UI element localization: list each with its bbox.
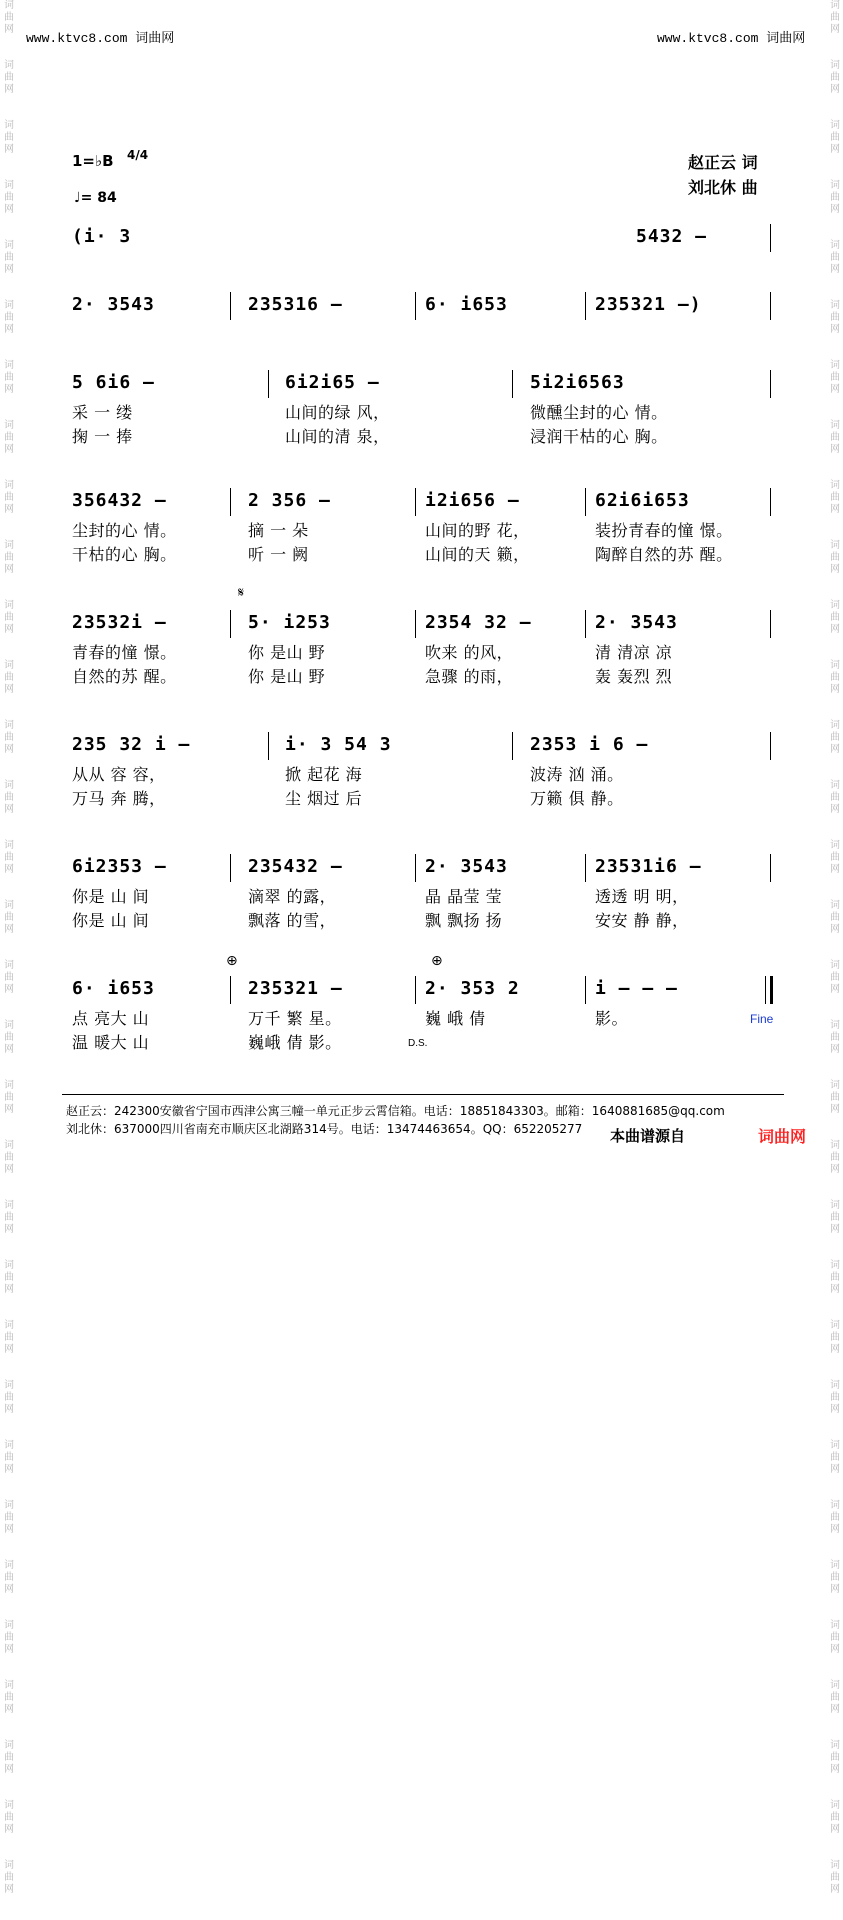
barline (230, 610, 231, 638)
measure-notes: 2· 3543 (425, 856, 508, 877)
measure-notes: 23532i – (72, 612, 167, 633)
lyric-line-1: 点 亮大 山 (72, 1009, 150, 1028)
lyric-line-1: 万千 繁 星。 (248, 1009, 342, 1028)
lyric-line-2: 轰 轰烈 烈 (595, 667, 673, 686)
barline (770, 292, 771, 320)
barline (268, 732, 269, 760)
barline (770, 488, 771, 516)
site-url-right[interactable]: www.ktvc8.com 词曲网 (657, 31, 806, 46)
composer-credit: 刘北休 曲 (688, 178, 758, 197)
footer-contact-composer: 刘北休：637000四川省南充市顺庆区北湖路314号。电话：13474463654。QQ：652205277 (66, 1122, 583, 1136)
lyric-line-2: 万马 奔 腾， (72, 789, 166, 808)
measure-notes: 2354 32 – (425, 612, 532, 633)
measure-notes: 6· i653 (72, 978, 155, 999)
lyric-line-1: 尘封的心 情。 (72, 521, 177, 540)
lyric-line-2: 陶醉自然的苏 醒。 (595, 545, 733, 564)
measure-notes: 356432 – (72, 490, 167, 511)
barline (585, 854, 586, 882)
barline (230, 292, 231, 320)
measure-notes: 235 32 i – (72, 734, 191, 755)
lyric-line-2: 飘 飘扬 扬 (425, 911, 503, 930)
barline (770, 610, 771, 638)
tempo-marking: ♩= 84 (74, 190, 117, 206)
measure-notes: 5i2i6563 (530, 372, 625, 393)
lyric-line-1: 装扮青春的憧 憬。 (595, 521, 733, 540)
lyric-line-1: 晶 晶莹 莹 (425, 887, 503, 906)
lyric-line-2: 万籁 俱 静。 (530, 789, 624, 808)
time-signature (127, 150, 148, 161)
ds-mark: D.S. (408, 1038, 428, 1049)
segno-icon: 𝄋 (238, 585, 245, 601)
measure-notes: 5432 – (636, 226, 708, 247)
lyric-line-1: 吹来 的风， (425, 643, 514, 662)
key-signature: 1=♭B (72, 152, 114, 170)
barline (770, 854, 771, 882)
lyric-line-1: 你是 山 间 (72, 887, 150, 906)
barline (415, 610, 416, 638)
coda-icon-2: ⊕ (431, 953, 443, 969)
lyric-line-2: 急骤 的雨， (425, 667, 514, 686)
barline (415, 976, 416, 1004)
source-label: 本曲谱源自 (610, 1127, 686, 1145)
barline (585, 976, 586, 1004)
lyric-line-2: 安安 静 静， (595, 911, 689, 930)
barline (415, 854, 416, 882)
lyric-line-2: 尘 烟过 后 (285, 789, 363, 808)
measure-notes: 5 6i6 – (72, 372, 155, 393)
lyric-line-1: 你 是山 野 (248, 643, 326, 662)
measure-notes: 2 356 – (248, 490, 331, 511)
lyric-line-1: 巍 峨 倩 (425, 1009, 486, 1028)
barline (770, 224, 771, 252)
measure-notes: 6· i653 (425, 294, 508, 315)
measure-notes: 6i2353 – (72, 856, 167, 877)
measure-notes: 235321 –) (595, 294, 702, 315)
barline (230, 976, 231, 1004)
coda-icon: ⊕ (226, 953, 238, 969)
barline (230, 854, 231, 882)
source-logo[interactable]: 词曲网 (758, 1127, 807, 1146)
barline (230, 488, 231, 516)
measure-notes: i2i656 – (425, 490, 520, 511)
lyric-line-1: 清 清凉 凉 (595, 643, 673, 662)
barline (585, 488, 586, 516)
site-url-left[interactable]: www.ktvc8.com 词曲网 (26, 31, 175, 46)
lyric-line-1: 采 一 缕 (72, 403, 133, 422)
measure-notes: 235321 – (248, 978, 343, 999)
measure-notes: 235432 – (248, 856, 343, 877)
lyric-line-1: 山间的绿 风， (285, 403, 390, 422)
lyric-line-1: 山间的野 花， (425, 521, 530, 540)
footer-contact-lyricist: 赵正云：242300安徽省宁国市西津公寓三幢一单元正步云霄信箱。电话：18851843303。邮箱：1640881685@qq.com (66, 1104, 725, 1118)
barline (770, 370, 771, 398)
time-signature-text: 4/4 (127, 148, 149, 162)
barline (415, 292, 416, 320)
measure-notes: (i· 3 (72, 226, 132, 247)
barline (585, 610, 586, 638)
measure-notes: 2353 i 6 – (530, 734, 649, 755)
watermark-left: 词 曲 网 词 曲 网 词 曲 网 词 曲 网 词 曲 网 词 曲 网 词 曲 网 词 曲 网 词 曲 网 词 曲 网 词 曲 网 词 曲 网 词 曲 网 词 曲 网 词 曲 网 词 曲 网 词 曲 网 词 曲 网 词 曲 网 词 曲 网 词 曲 网 词 曲 网 词 曲 网 词 曲 网 词 曲 网 词 曲 网 词 曲 网 词 曲 网 词 曲 网 词 曲 网 词 曲 网 词 曲 网 (4, 0, 14, 1895)
lyric-line-2: 巍峨 倩 影。 (248, 1033, 342, 1052)
lyric-line-1: 摘 一 朵 (248, 521, 309, 540)
lyric-line-1: 透透 明 明， (595, 887, 689, 906)
lyric-line-2: 自然的苏 醒。 (72, 667, 177, 686)
barline (512, 732, 513, 760)
lyric-line-2: 山间的清 泉， (285, 427, 390, 446)
measure-notes: 2· 3543 (72, 294, 155, 315)
lyric-line-1: 波涛 汹 涌。 (530, 765, 624, 784)
lyric-line-1: 青春的憧 憬。 (72, 643, 177, 662)
measure-notes: 62i6i653 (595, 490, 690, 511)
footer-divider (62, 1094, 784, 1095)
lyric-line-2: 温 暖大 山 (72, 1033, 150, 1052)
final-barline (770, 976, 773, 1004)
lyric-line-2: 掬 一 捧 (72, 427, 133, 446)
barline (268, 370, 269, 398)
lyric-line-1: 从从 容 容， (72, 765, 166, 784)
measure-notes: i – – – (595, 978, 678, 999)
measure-notes: 6i2i65 – (285, 372, 380, 393)
measure-notes: 235316 – (248, 294, 343, 315)
watermark-right: 词 曲 网 词 曲 网 词 曲 网 词 曲 网 词 曲 网 词 曲 网 词 曲 网 词 曲 网 词 曲 网 词 曲 网 词 曲 网 词 曲 网 词 曲 网 词 曲 网 词 曲 网 词 曲 网 词 曲 网 词 曲 网 词 曲 网 词 曲 网 词 曲 网 词 曲 网 词 曲 网 词 曲 网 词 曲 网 词 曲 网 词 曲 网 词 曲 网 词 曲 网 词 曲 网 词 曲 网 词 曲 网 (830, 0, 840, 1895)
lyric-line-2: 你 是山 野 (248, 667, 326, 686)
lyricist-credit: 赵正云 词 (688, 153, 758, 172)
barline (585, 292, 586, 320)
measure-notes: 2· 3543 (595, 612, 678, 633)
measure-notes: 5· i253 (248, 612, 331, 633)
lyric-line-2: 飘落 的雪， (248, 911, 337, 930)
barline (770, 732, 771, 760)
measure-notes: i· 3 54 3 (285, 734, 392, 755)
lyric-line-1: 滴翠 的露， (248, 887, 337, 906)
lyric-line-1: 微醺尘封的心 情。 (530, 403, 668, 422)
lyric-line-1: 影。 (595, 1009, 629, 1028)
lyric-line-2: 听 一 阙 (248, 545, 309, 564)
lyric-line-2: 山间的天 籁， (425, 545, 530, 564)
barline (415, 488, 416, 516)
measure-notes: 2· 353 2 (425, 978, 520, 999)
lyric-line-2: 干枯的心 胸。 (72, 545, 177, 564)
lyric-line-1: 掀 起花 海 (285, 765, 363, 784)
barline (512, 370, 513, 398)
lyric-line-2: 你是 山 间 (72, 911, 150, 930)
lyric-line-2: 浸润干枯的心 胸。 (530, 427, 668, 446)
final-barline-thin (765, 976, 766, 1004)
fine-mark: Fine (750, 1012, 774, 1026)
measure-notes: 23531i6 – (595, 856, 702, 877)
